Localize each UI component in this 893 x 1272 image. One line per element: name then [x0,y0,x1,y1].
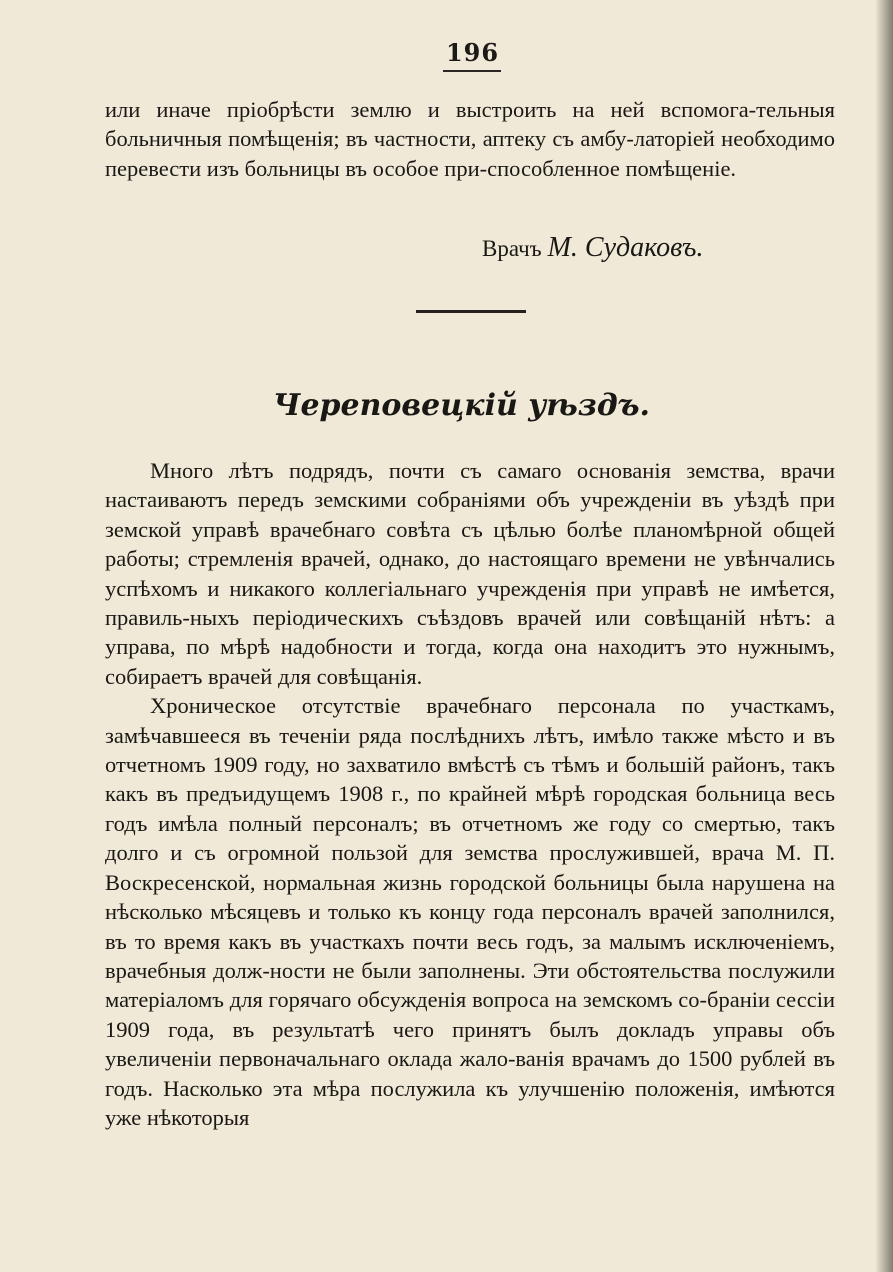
body-text-block [105,456,835,1132]
page-number-underline [443,70,501,72]
signature-name: М. Судаковъ. [547,232,704,263]
page-number: 196 [445,38,500,67]
top-text-block [105,95,835,183]
body-paragraph-2: Хроническое отсутствіе врачебнаго персонала по участкамъ, замѣчавшееся въ теченіи ряда послѣднихъ лѣтъ, имѣло также мѣсто и въ отчетномъ 1909 году, но захватило вмѣстѣ съ тѣмъ и большій районъ, такъ какъ въ предъидущемъ 1908 г., по крайней мѣрѣ городская больница весь годъ имѣла полный персоналъ; въ отчетномъ же году со смертью, такъ долго и съ огромной пользой для земства прослужившей, врача М. П. Воскресенской, нормальная жизнь городской больницы была нарушена на нѣсколько мѣсяцевъ и только къ концу года персоналъ врачей заполнился, въ то время какъ въ участкахъ почти весь годъ, за малымъ исключеніемъ, врачебныя долж-ности не были заполнены. Эти обстоятельства послужили матеріаломъ для горячаго обсужденія вопроса на земскомъ со-браніи сессіи 1909 года, въ результатѣ чего принятъ былъ докладъ управы объ увеличеніи первоначальнаго оклада жало-ванія врачамъ до 1500 рублей въ годъ. Насколько эта мѣра послужила къ улучшенію положенія, имѣются уже нѣкоторыя [105,693,835,1130]
section-title: Череповецкій уѣздъ. [273,388,650,423]
section-divider [416,310,526,313]
signature [482,232,703,264]
top-paragraph: или иначе пріобрѣсти землю и выстроить на ней вспомога-тельныя больничныя помѣщенія; въ частности, аптеку съ амбу-латоріей необходимо перевести изъ больницы въ особое при-способленное помѣщеніе. [105,97,835,181]
signature-prefix: Врачъ [482,236,542,261]
body-paragraph-1: Много лѣтъ подрядъ, почти съ самаго основанія земства, врачи настаиваютъ передъ земскими собраніями объ учрежденіи въ уѣздѣ при земской управѣ врачебнаго совѣта съ цѣлью болѣе планомѣрной общей работы; стремленія врачей, однако, до настоящаго времени не увѣнчались успѣхомъ и никакого коллегіальнаго учрежденія при управѣ не имѣется, правиль-ныхъ періодическихъ съѣздовъ врачей или совѣщаній нѣтъ: а управа, по мѣрѣ надобности и тогда, когда она находитъ это нужнымъ, собираетъ врачей для совѣщанія. [105,458,835,689]
